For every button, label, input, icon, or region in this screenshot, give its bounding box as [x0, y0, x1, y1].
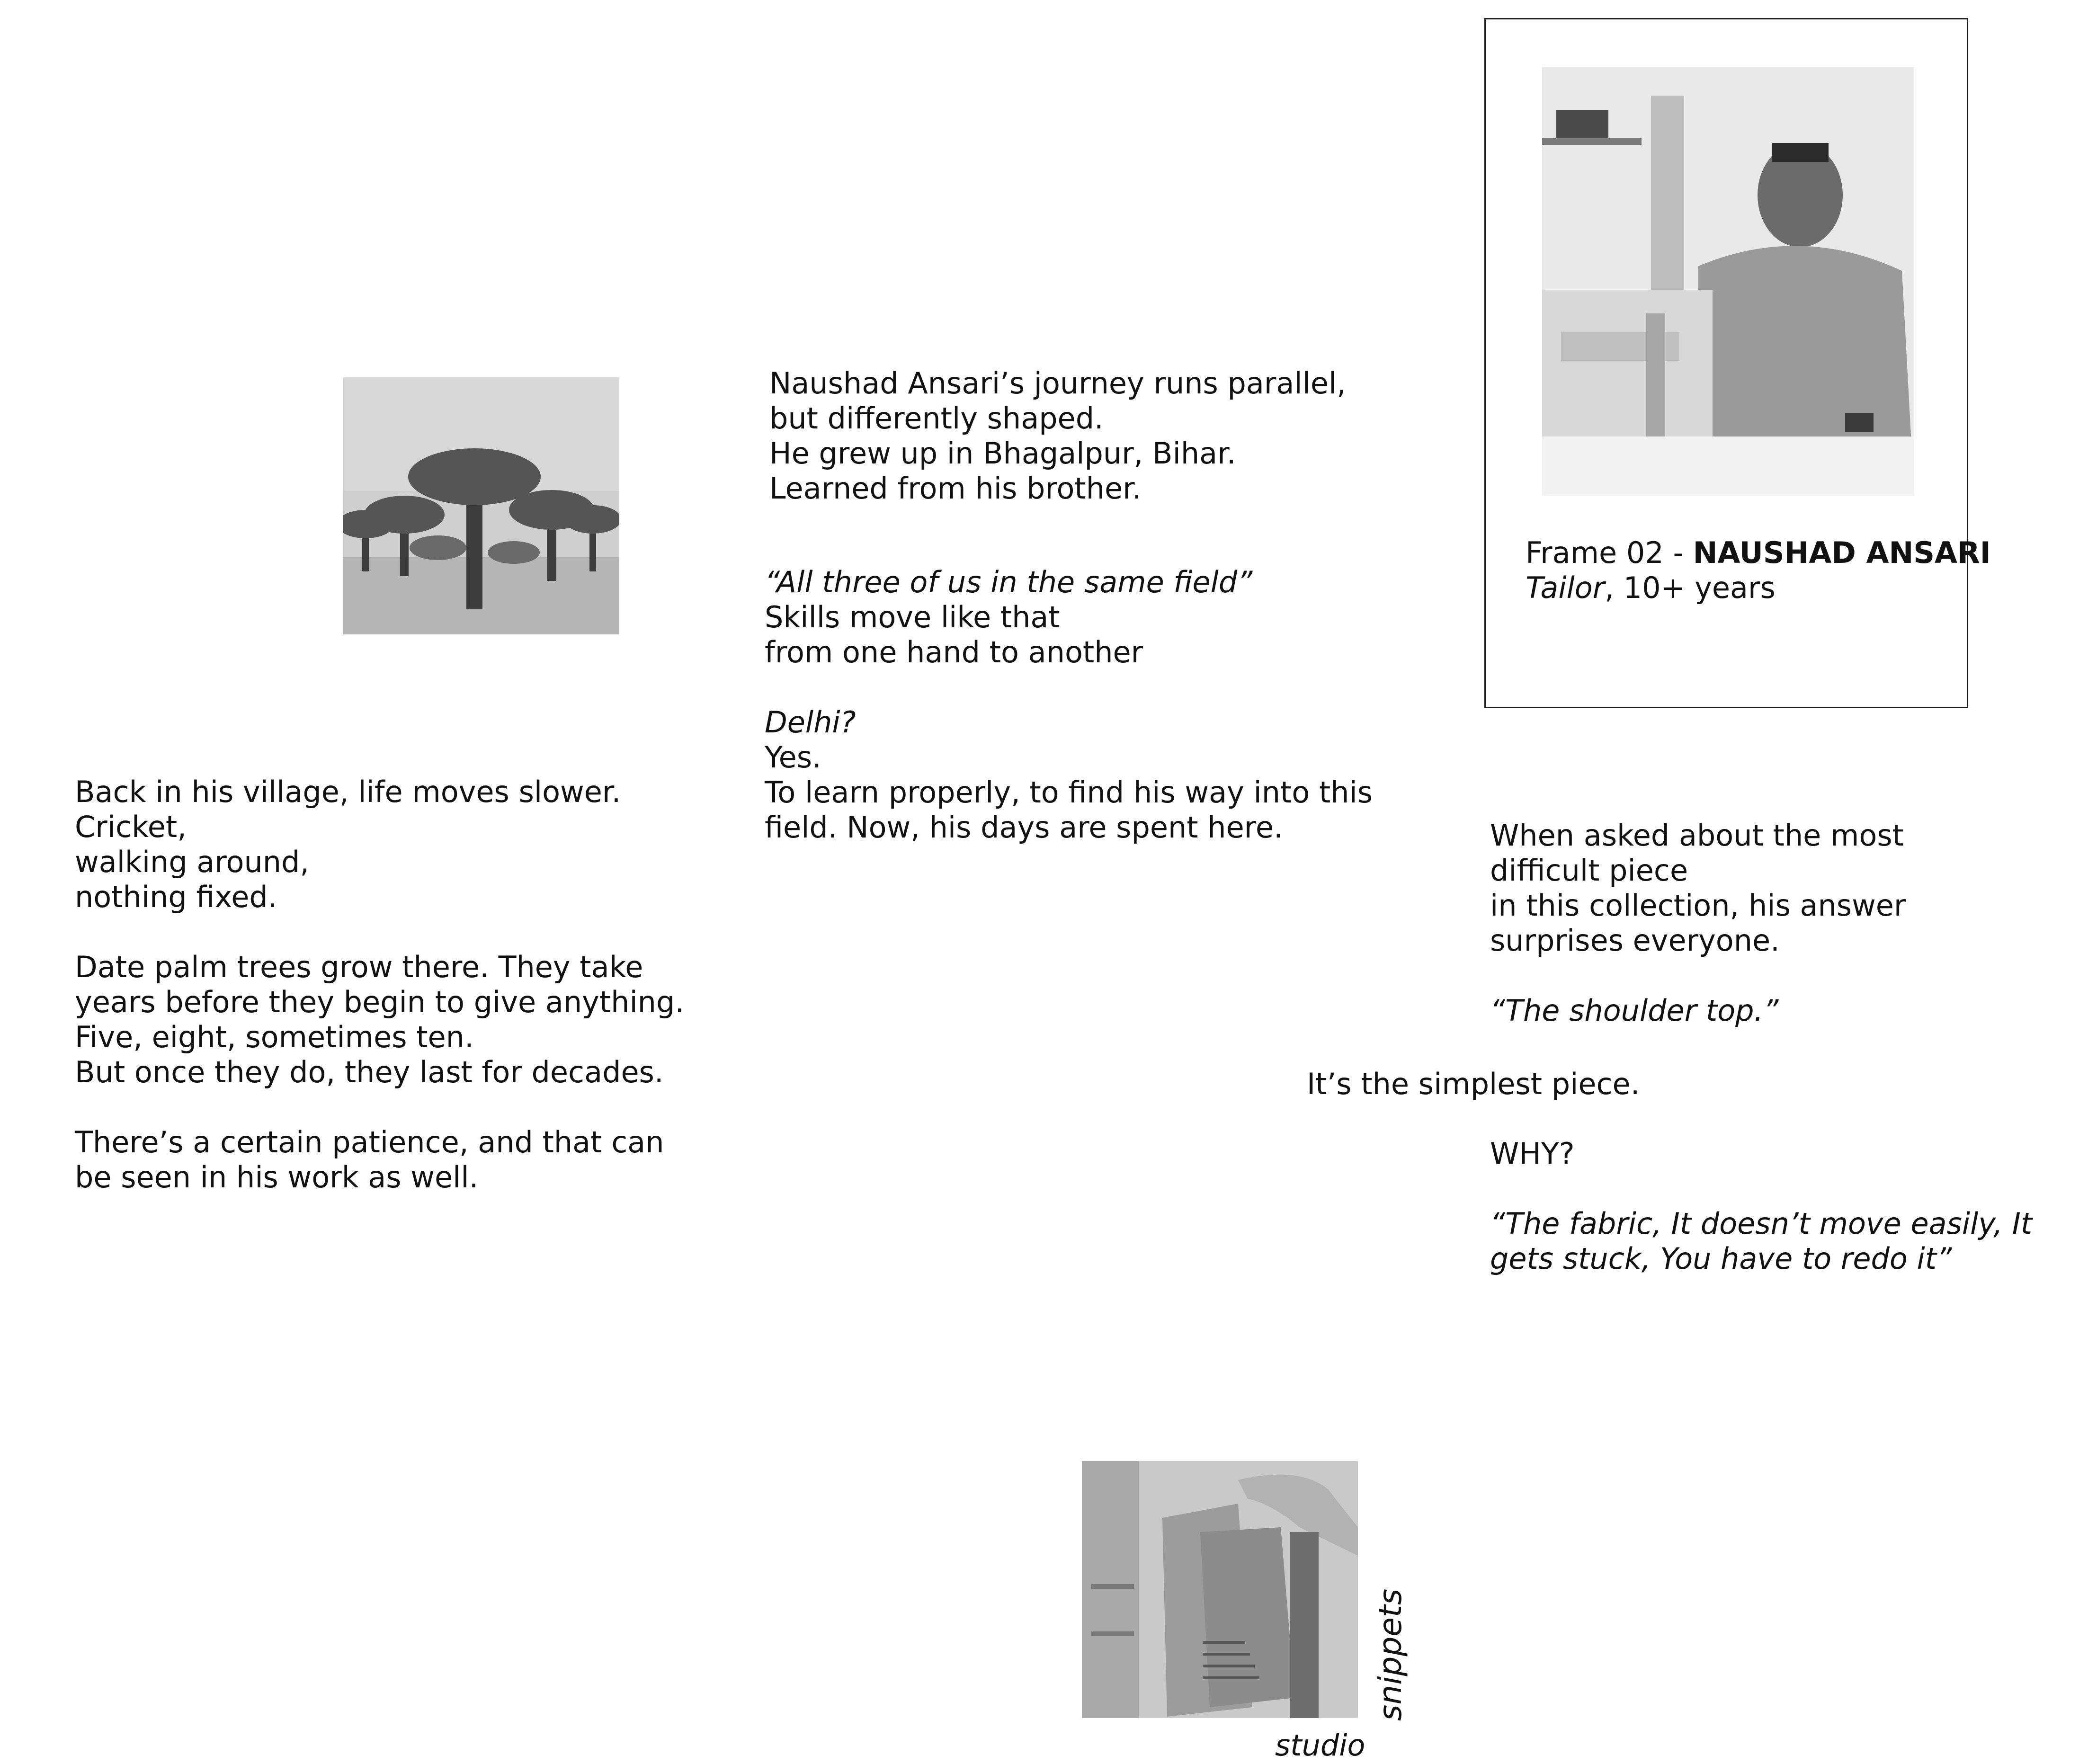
delhi-answer: Yes. To learn properly, to find his way into this field. Now, his days are spent here. — [765, 740, 1373, 845]
frame-years: , 10+ years — [1605, 570, 1776, 605]
simplest-text: It’s the simplest piece. — [1307, 1067, 1640, 1101]
frame-prefix: Frame 02 - — [1526, 535, 1693, 570]
pattern-pieces-icon — [1082, 1461, 1358, 1718]
ask-text: When asked about the most difficult piece in this collection, his answer surprises everyone. — [1490, 818, 1906, 958]
shoulder-quote: “The shoulder top.” — [1490, 993, 1779, 1028]
left-para-3: There’s a certain patience, and that can be seen in his work as well. — [75, 1125, 664, 1194]
field-quote: “All three of us in the same field” — [765, 565, 1253, 599]
frame-name: NAUSHAD ANSARI — [1693, 535, 1991, 570]
delhi-question: Delhi? — [765, 705, 856, 739]
skills-text: Skills move like that from one hand to another — [765, 600, 1143, 669]
tailor-portrait-image — [1542, 67, 1914, 496]
middle-block — [765, 565, 1404, 845]
right-block — [1490, 818, 2058, 1028]
studio-caption: studio — [1275, 1728, 1365, 1763]
frame-caption — [1526, 535, 1991, 606]
tailor-portrait-icon — [1542, 67, 1914, 496]
frame-subtitle — [1526, 570, 1952, 606]
middle-intro — [769, 366, 1385, 506]
palm-trees-image — [343, 377, 619, 634]
left-text-block — [75, 775, 738, 1195]
why-block — [1490, 1136, 2077, 1276]
frame-role: Tailor — [1526, 570, 1605, 605]
palm-trees-icon — [343, 377, 619, 634]
snippets-label: snippets — [1372, 1588, 1409, 1721]
middle-intro-text: Naushad Ansari’s journey runs parallel, but differently shaped. He grew up in Bhagalpur, Bihar. Learned from his brother. — [769, 366, 1346, 506]
fabric-quote: “The fabric, It doesn’t move easily, It gets stuck, You have to redo it” — [1490, 1206, 2033, 1276]
studio-image — [1082, 1461, 1358, 1718]
why-text: WHY? — [1490, 1136, 1575, 1171]
left-para-1: Back in his village, life moves slower. Cricket, walking around, nothing fixed. — [75, 775, 621, 914]
left-para-2: Date palm trees grow there. They take years before they begin to give anything. Five, eight, sometimes ten. But once they do, they last for decades. — [75, 950, 685, 1089]
frame-title — [1526, 535, 1991, 570]
